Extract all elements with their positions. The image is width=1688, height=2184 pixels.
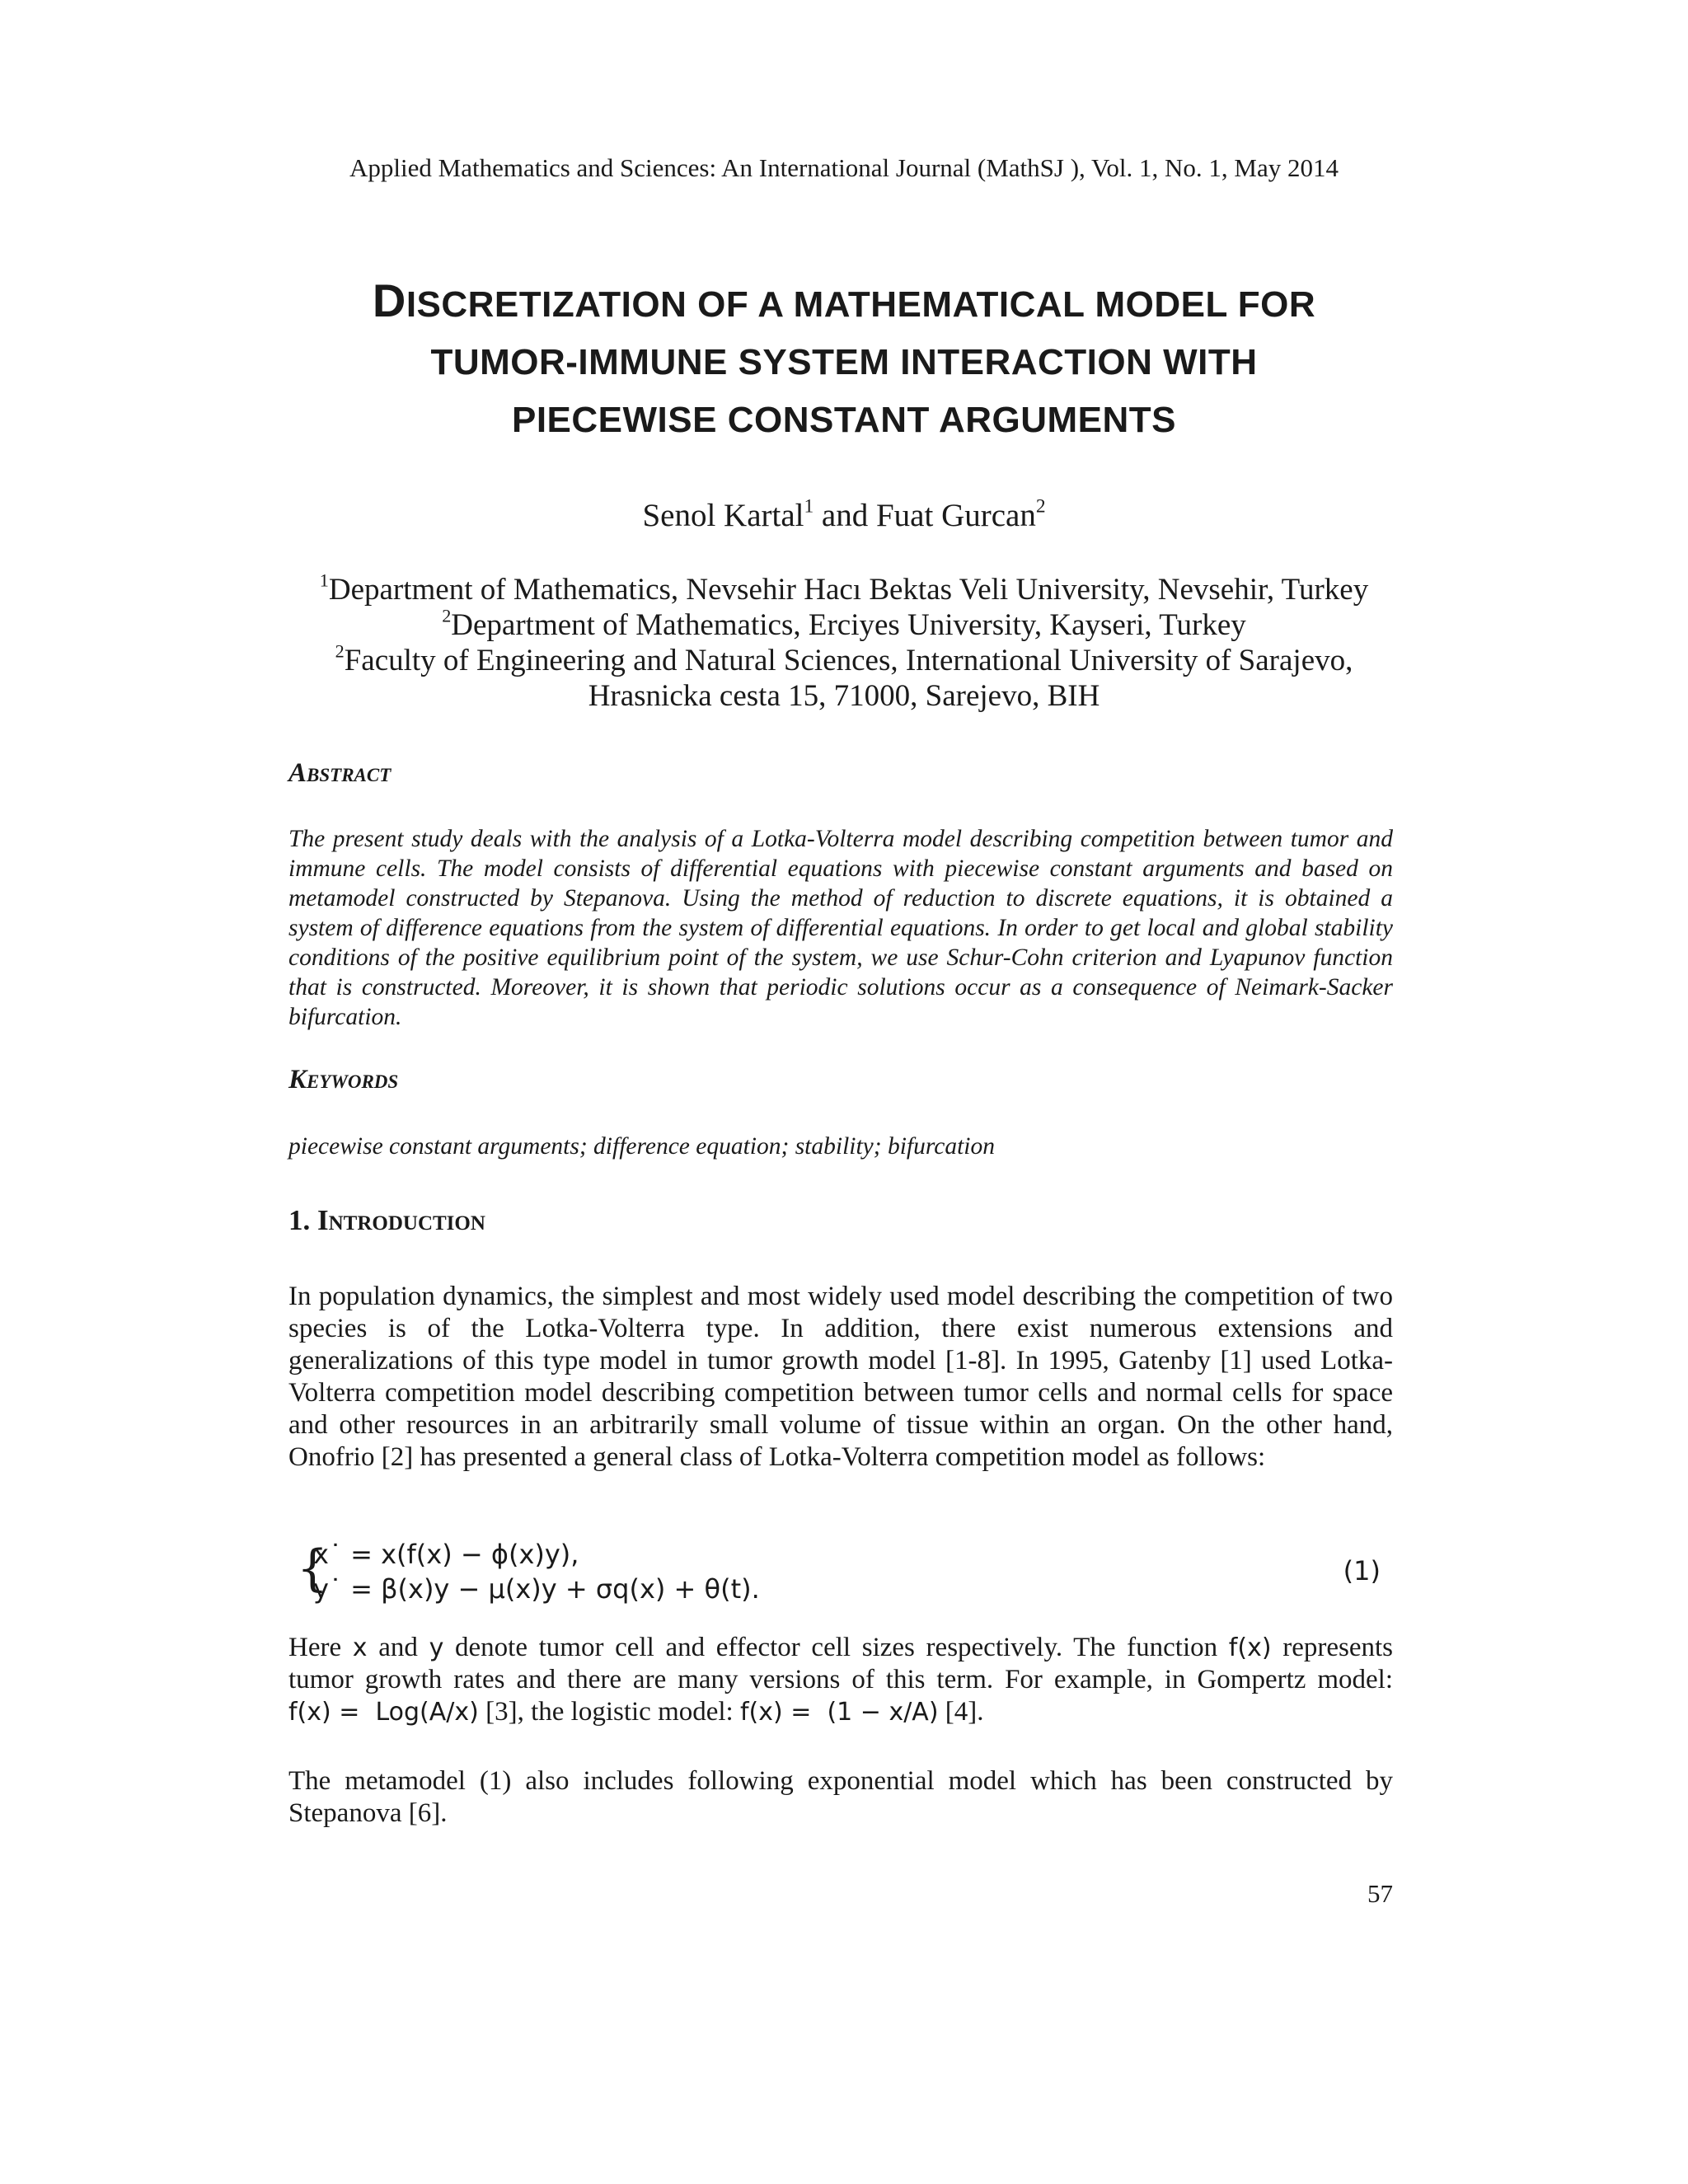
text-run: [4]. — [938, 1697, 984, 1727]
affiliation-mark: 2 — [335, 640, 345, 662]
author-separator: and — [814, 498, 876, 533]
math-inline: f(x) = (1 − x/A) — [739, 1698, 939, 1727]
affiliation-text: Department of Mathematics, Nevsehir Hacı Bektas Veli University, Nevsehir, Turkey — [328, 573, 1369, 607]
title-drop-cap: D — [372, 274, 406, 326]
affiliation-mark: 2 — [442, 605, 452, 626]
paper-title — [206, 272, 1482, 449]
affiliation-mark: 1 — [319, 569, 329, 591]
author-name: Fuat Gurcan — [875, 498, 1036, 533]
title-line-2: TUMOR-IMMUNE SYSTEM INTERACTION WITH — [430, 342, 1258, 382]
text-run: and — [367, 1633, 429, 1662]
math-inline: y — [429, 1633, 444, 1662]
introduction-paragraph: In population dynamics, the simplest and most widely used model describing the competition of two species is of the Lotka-Volterra type. In addition, there exist numerous extensions and generalizations of this type model in tumor growth model [1-8]. In 1995, Gatenby [1] used Lotka-Volterra competition model describing competition between tumor cells and normal cells for space and other resources in an arbitrarily small volume of tissue within an organ. On the other hand, Onofrio [2] has presented a general class of Lotka-Volterra competition model as follows: — [288, 1282, 1393, 1472]
equation-line: x˙ = x(f(x) − ϕ(x)y), — [313, 1539, 579, 1570]
affiliation-text: Hrasnicka cesta 15, 71000, Sarejevo, BIH — [588, 679, 1100, 713]
title-line-1-rest: ISCRETIZATION OF A MATHEMATICAL MODEL FOR — [406, 284, 1316, 325]
introduction-heading: 1. Introduction — [288, 1204, 485, 1236]
math-inline: f(x) — [1228, 1633, 1272, 1662]
affiliation-text: Faculty of Engineering and Natural Sciences, International University of Sarajevo, — [344, 644, 1353, 677]
body-paragraph: The metamodel (1) also includes following exponential model which has been constructed by Stepanova [6]. — [288, 1766, 1393, 1828]
equation-1 — [288, 1537, 1393, 1606]
keywords-heading: Keywords — [288, 1065, 399, 1094]
text-run: Here — [288, 1633, 353, 1662]
affiliations — [206, 569, 1482, 714]
title-line-3: PIECEWISE CONSTANT ARGUMENTS — [511, 400, 1177, 440]
title-line-1 — [206, 272, 1482, 334]
abstract-text: The present study deals with the analysis of a Lotka-Volterra model describing competition between tumor and immune cells. The model consists of differential equations with piecewise constant arguments and based on metamodel constructed by Stepanova. Using the method of reduction to discrete equations, it is obtained a system of difference equations from the system of differential equations. In order to get local and global stability conditions of the positive equilibrium point of the system, we use Schur-Cohn criterion and Lyapunov function that is constructed. Moreover, it is shown that periodic solutions occur as a consequence of Neimark-Sacker bifurcation. — [288, 826, 1393, 1030]
author-affiliation-mark: 2 — [1035, 495, 1046, 518]
author-name: Senol Kartal — [642, 498, 804, 533]
math-inline: x — [352, 1633, 368, 1662]
body-paragraph — [288, 1632, 1393, 1728]
author-list — [0, 497, 1688, 534]
affiliation — [206, 607, 1482, 643]
keywords-text: piecewise constant arguments; difference equation; stability; bifurcation — [288, 1133, 995, 1160]
math-inline: f(x) = Log(A/x) — [288, 1698, 479, 1727]
equation-brace: { — [297, 1540, 329, 1597]
text-run: [3], the logistic model: — [478, 1697, 740, 1727]
equation-number: (1) — [1343, 1555, 1381, 1586]
running-head: Applied Mathematics and Sciences: An International Journal (MathSJ ), Vol. 1, No. 1, May 2014 — [349, 153, 1339, 182]
author-affiliation-mark: 1 — [804, 495, 814, 518]
page-number: 57 — [1367, 1879, 1393, 1908]
affiliation — [206, 569, 1482, 607]
affiliation-text: Department of Mathematics, Erciyes University, Kayseri, Turkey — [451, 608, 1246, 642]
equation-line: y˙ = β(x)y − μ(x)y + σq(x) + θ(t). — [313, 1573, 760, 1605]
affiliation — [206, 640, 1482, 678]
affiliation — [206, 678, 1482, 714]
abstract-heading: Abstract — [288, 758, 392, 788]
equation-lines — [313, 1537, 760, 1606]
text-run: represents tumor growth rates and there are many versions of this term. For example, in Gompertz model: — [288, 1633, 1393, 1694]
text-run: denote tumor cell and effector cell sizes respectively. The function — [443, 1633, 1229, 1662]
